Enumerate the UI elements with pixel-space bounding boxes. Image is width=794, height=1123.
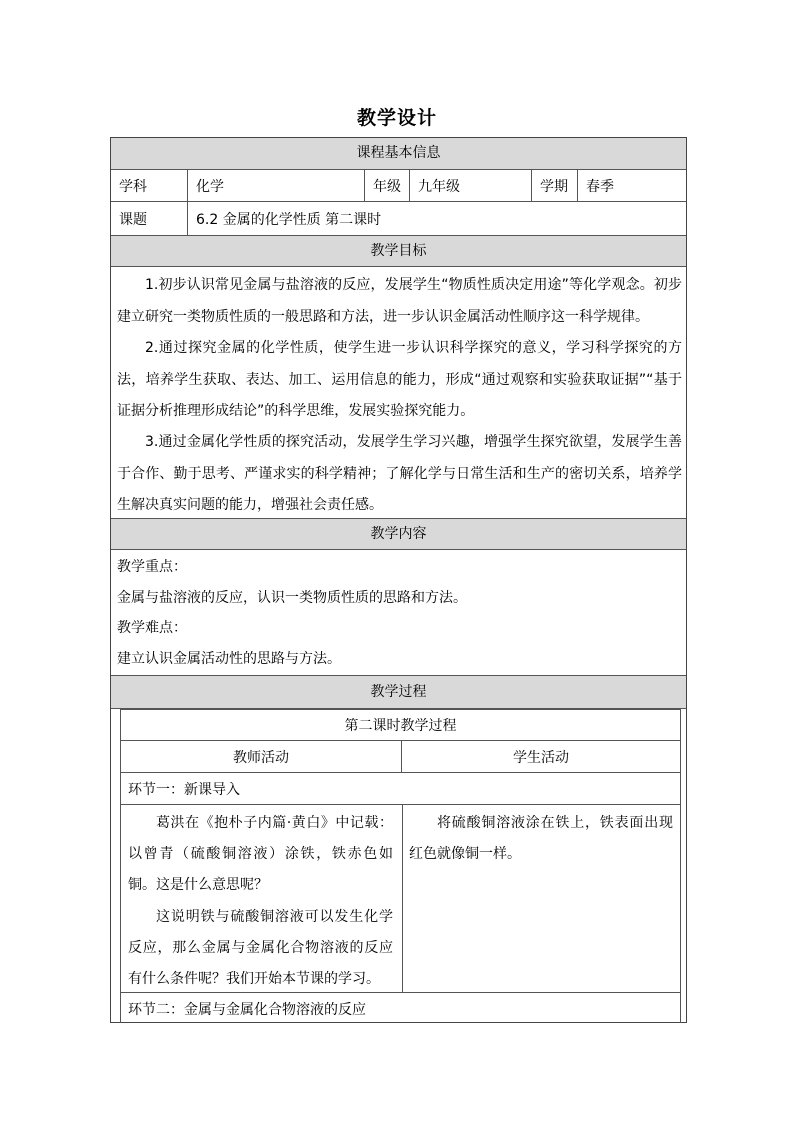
stage-two-label: 环节二：金属与金属化合物溶液的反应	[128, 1001, 366, 1018]
basic-info-header: 课程基本信息	[111, 138, 686, 170]
objective-item: 2.通过探究金属的化学性质，使学生进一步认识科学探究的意义，学习科学探究的方法，培养学生获取、表达、加工、运用信息的能力，形成“通过观察和实验获取证据”“基于证据分析推理形成结论”的科学思维，发展实验探究能力。	[117, 340, 682, 419]
grade-label: 年级	[365, 170, 410, 201]
subject-value: 化学	[188, 170, 365, 201]
basic-info-row	[111, 170, 686, 202]
subject-label: 学科	[111, 170, 188, 201]
difficult-point-label: 教学难点：	[117, 620, 187, 636]
student-column-header: 学生活动	[513, 749, 569, 766]
process-subheader-text: 第二课时教学过程	[344, 718, 457, 734]
activity-row	[121, 805, 680, 993]
key-point-label: 教学重点：	[117, 559, 187, 575]
process-subheader	[121, 710, 680, 741]
process-header: 教学过程	[111, 676, 686, 709]
topic-label: 课题	[111, 202, 188, 235]
objectives-body	[111, 267, 686, 519]
column-divider	[402, 805, 403, 992]
process-columns	[121, 741, 680, 773]
teacher-activity-p1: 葛洪在《抱朴子内篇·黄白》中记载：以曾青（硫酸铜溶液）涂铁，铁赤色如铜。这是什么意思呢？	[128, 815, 393, 893]
objective-item: 1.初步认识常见金属与盐溶液的反应，发展学生“物质性质决定用途”等化学观念。初步建立研究一类物质性质的一般思路和方法，进一步认识金属活动性顺序这一科学规律。	[117, 277, 682, 325]
grade-value: 九年级	[410, 170, 532, 201]
content-header: 教学内容	[111, 519, 686, 550]
key-point-text: 金属与盐溶液的反应，认识一类物质性质的思路和方法。	[117, 590, 467, 606]
objective-item: 3.通过金属化学性质的探究活动，发展学生学习兴趣，增强学生探究欲望，发展学生善于合作、勤于思考、严谨求实的科学精神；了解化学与日常生活和生产的密切关系，培养学生解决真实问题的能力，增强社会责任感。	[117, 434, 682, 513]
term-value: 春季	[586, 178, 614, 195]
difficult-point-text: 建立认识金属活动性的思路与方法。	[117, 651, 341, 667]
stage-row	[121, 993, 680, 1024]
objectives-header: 教学目标	[111, 236, 686, 267]
stage-one-label: 环节一：新课导入	[128, 781, 240, 798]
content-body	[111, 550, 686, 676]
term-label: 学期	[532, 170, 578, 201]
topic-row	[111, 202, 686, 236]
page-title: 教学设计	[356, 107, 437, 129]
stage-row	[121, 773, 680, 805]
student-activity-p1: 将硫酸铜溶液涂在铁上，铁表面出现红色就像铜一样。	[409, 815, 673, 862]
lesson-plan-table	[110, 137, 687, 1023]
teacher-column-header: 教师活动	[121, 741, 402, 772]
topic-value: 6.2 金属的化学性质 第二课时	[196, 211, 382, 228]
process-table	[120, 709, 681, 1023]
teacher-activity-p2: 这说明铁与硫酸铜溶液可以发生化学反应，那么金属与金属化合物溶液的反应有什么条件呢？我们开始本节课的学习。	[128, 909, 393, 987]
